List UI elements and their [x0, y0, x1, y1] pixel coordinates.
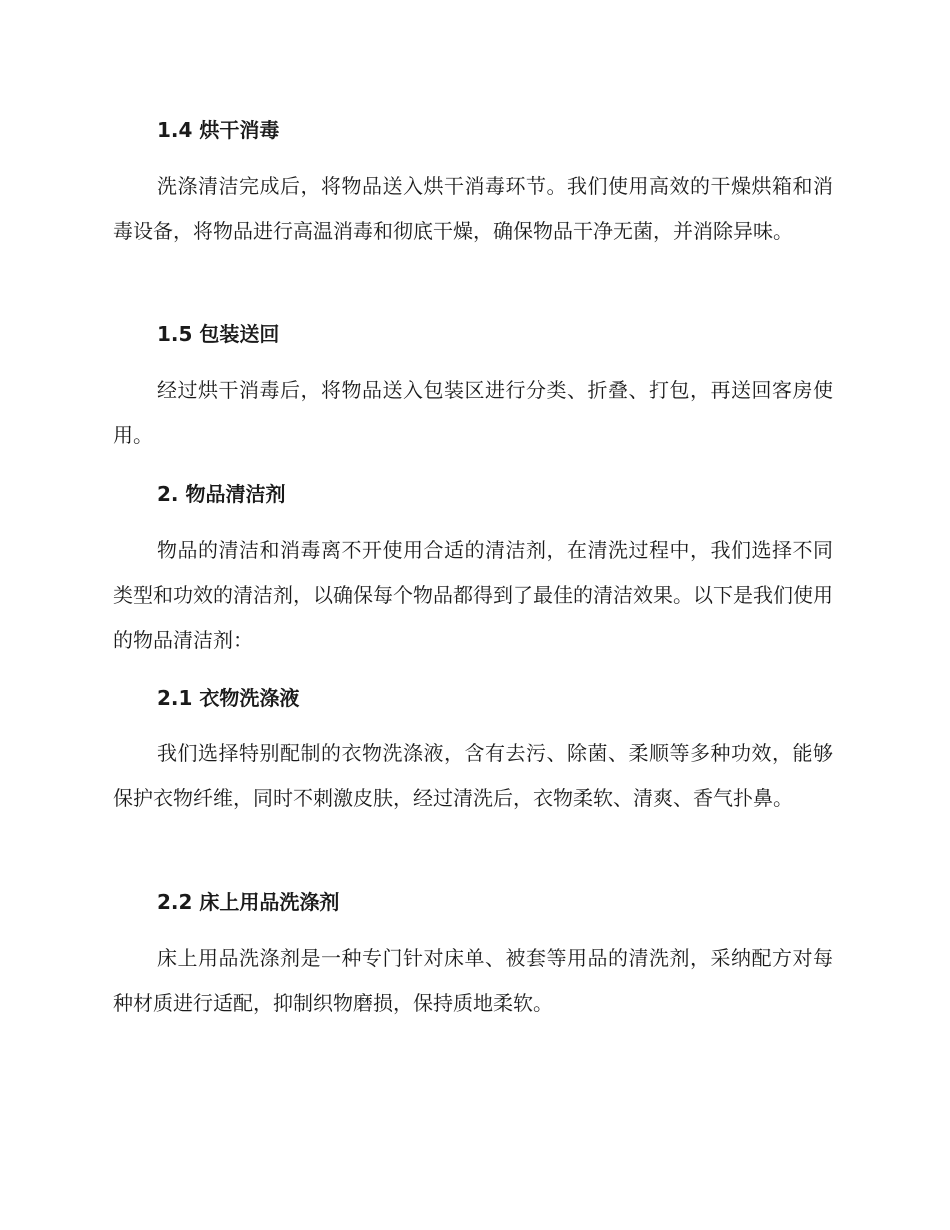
section-heading-2: 2. 物品清洁剂 [157, 482, 286, 506]
section-paragraph-2-1: 我们选择特别配制的衣物洗涤液，含有去污、除菌、柔顺等多种功效，能够保护衣物纤维，同时不刺激皮肤，经过清洗后，衣物柔软、清爽、香气扑鼻。 [113, 741, 833, 810]
section-heading-1-5: 1.5 包装送回 [157, 322, 280, 346]
section-paragraph-1-5: 经过烘干消毒后，将物品送入包装区进行分类、折叠、打包，再送回客房使用。 [113, 378, 833, 447]
section-heading-2-1: 2.1 衣物洗涤液 [157, 686, 300, 710]
section-heading-2-2: 2.2 床上用品洗涤剂 [157, 890, 340, 914]
section-paragraph-1-4: 洗涤清洁完成后，将物品送入烘干消毒环节。我们使用高效的干燥烘箱和消毒设备，将物品进行高温消毒和彻底干燥，确保物品干净无菌，并消除异味。 [113, 174, 833, 243]
section-paragraph-2: 物品的清洁和消毒离不开使用合适的清洁剂，在清洗过程中，我们选择不同类型和功效的清洁剂，以确保每个物品都得到了最佳的清洁效果。以下是我们使用的物品清洁剂： [113, 538, 833, 652]
section-paragraph-2-2: 床上用品洗涤剂是一种专门针对床单、被套等用品的清洗剂，采纳配方对每种材质进行适配，抑制织物磨损，保持质地柔软。 [113, 946, 833, 1015]
section-heading-1-4: 1.4 烘干消毒 [157, 118, 280, 142]
